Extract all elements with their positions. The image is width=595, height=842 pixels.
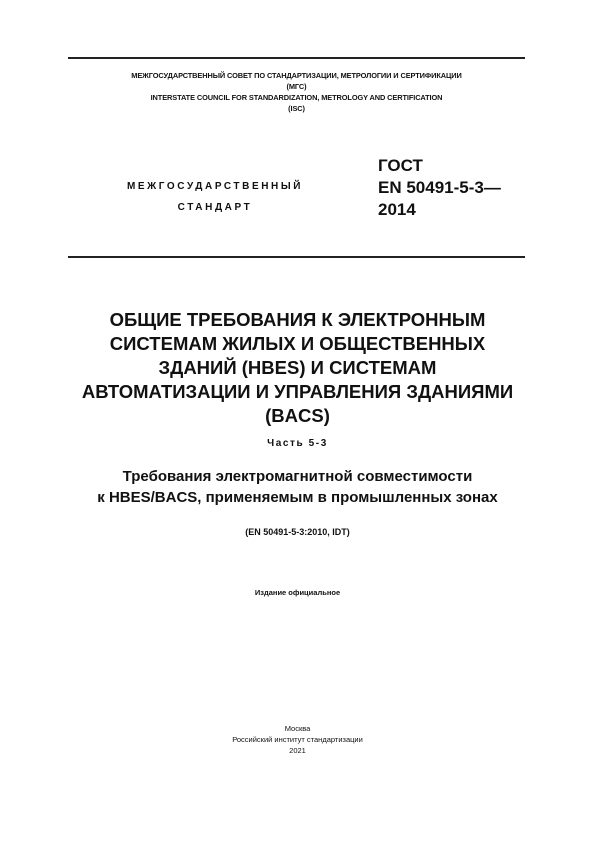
imprint-publisher: Российский институт стандартизации bbox=[232, 735, 363, 744]
top-rule bbox=[68, 57, 525, 59]
title-line: СИСТЕМАМ ЖИЛЫХ И ОБЩЕСТВЕННЫХ bbox=[109, 333, 486, 354]
designation-line: 2014 bbox=[378, 200, 416, 219]
designation-line: EN 50491-5-3— bbox=[378, 178, 501, 197]
title-line: АВТОМАТИЗАЦИИ И УПРАВЛЕНИЯ ЗДАНИЯМИ bbox=[81, 381, 514, 402]
council-abbr-en: (ISC) bbox=[288, 104, 305, 113]
source-reference: (EN 50491-5-3:2010, IDT) bbox=[245, 527, 350, 537]
designation-line: ГОСТ bbox=[378, 156, 423, 175]
imprint-city: Москва bbox=[284, 724, 311, 733]
standard-kind bbox=[100, 176, 330, 218]
imprint-year: 2021 bbox=[289, 746, 306, 755]
title-line: ЗДАНИЙ (HBES) И СИСТЕМАМ bbox=[158, 357, 437, 378]
council-abbr-ru: (МГС) bbox=[286, 82, 307, 91]
council-header bbox=[68, 70, 525, 114]
part-label: Часть 5-3 bbox=[267, 438, 328, 449]
document-title bbox=[40, 308, 555, 428]
title-line: ОБЩИЕ ТРЕБОВАНИЯ К ЭЛЕКТРОННЫМ bbox=[109, 309, 486, 330]
title-line: (BACS) bbox=[265, 405, 330, 426]
middle-rule bbox=[68, 256, 525, 258]
imprint bbox=[0, 723, 595, 756]
edition-label: Издание официальное bbox=[254, 588, 341, 597]
council-name-ru: МЕЖГОСУДАРСТВЕННЫЙ СОВЕТ ПО СТАНДАРТИЗАЦИИ, МЕТРОЛОГИИ И СЕРТИФИКАЦИИ bbox=[131, 71, 462, 80]
standard-kind-line: СТАНДАРТ bbox=[177, 202, 253, 213]
document-subtitle bbox=[40, 466, 555, 508]
standard-designation bbox=[378, 155, 501, 221]
subtitle-line: к HBES/BACS, применяемым в промышленных зонах bbox=[97, 489, 498, 506]
council-name-en: INTERSTATE COUNCIL FOR STANDARDIZATION, METROLOGY AND CERTIFICATION bbox=[150, 93, 443, 102]
subtitle-line: Требования электромагнитной совместимости bbox=[122, 468, 473, 485]
standard-kind-line: МЕЖГОСУДАРСТВЕННЫЙ bbox=[126, 181, 304, 192]
